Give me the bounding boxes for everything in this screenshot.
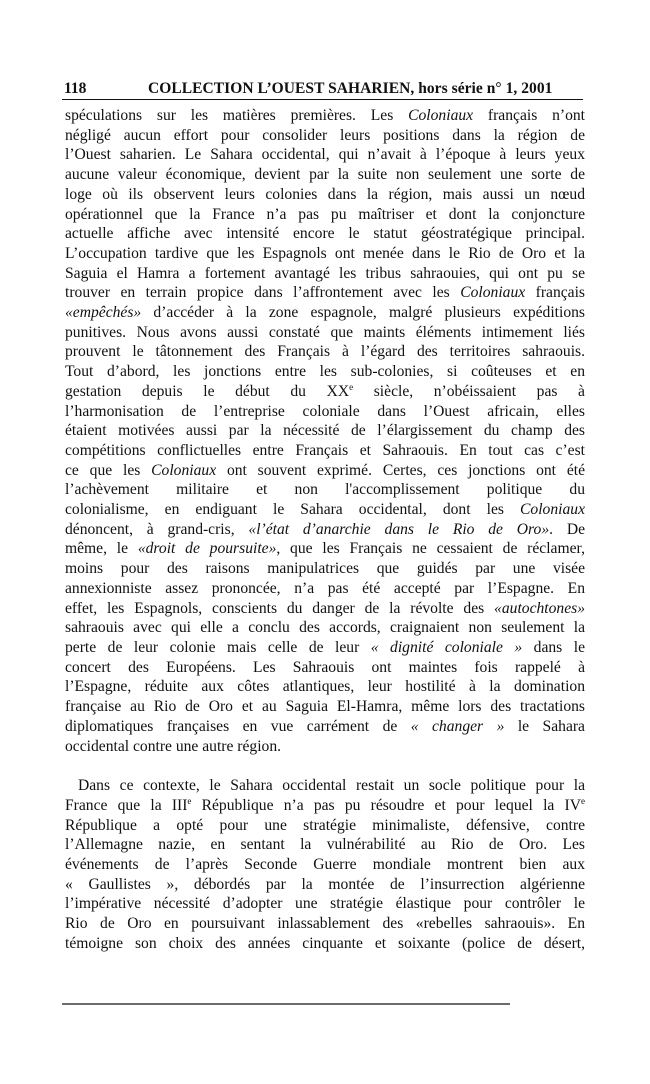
text-run: l’Allemagne nazie, en sentant la vulnérabilité au Rio de Oro. Les [65, 836, 585, 854]
text-run: ce que les [65, 461, 152, 479]
text-run: annexionniste assez prononcée, n’a pas été accepté par l’Espagne. En [65, 579, 585, 597]
text-run: actuelle affiche avec intensité encore le statut géostratégique principal. [65, 225, 585, 243]
text-run: l’achèvement militaire et non l'accomplissement politique du [65, 481, 585, 499]
italic-text: « dignité coloniale » [370, 638, 523, 656]
text-run: L’occupation tardive que les Espagnols ont menée dans le Rio de Oro et la [65, 244, 585, 262]
text-run: étaient motivées aussi par la nécessité de l’élargissement du champ des [65, 422, 585, 440]
text-run: Rio de Oro en poursuivant inlassablement des «rebelles sahraouis». En [65, 915, 585, 933]
text-line [65, 165, 585, 185]
text-run: . De [549, 520, 585, 538]
italic-text: «autochtones» [494, 599, 585, 617]
superscript: e [349, 381, 354, 392]
text-run: le Sahara [504, 717, 585, 735]
superscript: e [187, 795, 192, 806]
text-run: l’Ouest saharien. Le Sahara occidental, qui n’avait à l’époque à leurs yeux [65, 146, 585, 164]
text-line [65, 855, 585, 875]
text-run: diplomatiques françaises en vue carrément de [65, 717, 411, 735]
text-run: dans le [522, 638, 585, 656]
text-run: trouver en terrain propice dans l’affrontement avec les [65, 284, 461, 302]
italic-text: Coloniaux [520, 501, 585, 519]
text-line [65, 816, 585, 836]
text-line [65, 402, 585, 422]
header-title [148, 80, 552, 97]
text-line [65, 579, 585, 599]
text-line [65, 461, 585, 481]
text-run: République n’a pas pu résoudre et pour lequel la IV [191, 796, 581, 814]
text-line [65, 697, 585, 717]
text-line [65, 480, 585, 500]
text-line [65, 323, 585, 343]
text-line [65, 539, 585, 559]
text-run: « Gaullistes », débordés par la montée de l’insurrection algérienne [65, 875, 585, 893]
text-run: opérationnel que la France n’a pas pu maîtriser et dont la conjoncture [65, 205, 585, 223]
series-info: hors série n° 1, 2001 [414, 80, 553, 97]
superscript: e [581, 795, 585, 806]
text-line [65, 835, 585, 855]
text-run: français n’ont [473, 107, 585, 124]
text-line [65, 342, 585, 362]
text-line [65, 382, 585, 402]
text-run: l’harmonisation de l’entreprise coloniale dans l’Ouest africain, elles [65, 402, 585, 420]
text-run: témoigne son choix des années cinquante et soixante (police de désert, [65, 934, 585, 952]
text-run: compétitions conflictuelles entre Français et Sahraouis. En tout cas c’est [65, 441, 585, 459]
text-line [65, 421, 585, 441]
text-line [65, 796, 585, 816]
text-run: punitives. Nous avons aussi constaté que maints éléments intimement liés [65, 323, 585, 341]
text-line [65, 520, 585, 540]
text-line [65, 914, 585, 934]
italic-text: «droit de poursuite» [137, 540, 277, 558]
text-line [65, 362, 585, 382]
text-run: Saguia el Hamra a fortement avantagé les tribus sahraouies, qui ont pu se [65, 264, 585, 282]
text-line [65, 283, 585, 303]
text-line [65, 934, 585, 954]
footer-rule [62, 1003, 510, 1005]
text-line [65, 677, 585, 697]
italic-text: «empêchés» [65, 304, 142, 322]
text-line [65, 441, 585, 461]
text-run: République a opté pour une stratégie minimaliste, défensive, contre [65, 816, 585, 834]
text-line [65, 737, 585, 757]
text-run: ont souvent exprimé. Certes, ces jonctions ont été [216, 461, 586, 479]
text-run: aucune valeur économique, devient par la suite non seulement une sorte de [65, 166, 585, 184]
collection-title: COLLECTION L’OUEST SAHARIEN, [148, 80, 415, 97]
text-run: occidental contre une autre région. [65, 737, 282, 755]
text-run: même, le [65, 540, 138, 558]
text-line [65, 303, 585, 323]
text-line [65, 717, 585, 737]
text-run: concert des Européens. Les Sahraouis ont maintes fois rappelé à [65, 658, 585, 676]
text-line [65, 638, 585, 658]
text-run: France que la III [65, 796, 188, 814]
paragraph [65, 106, 585, 756]
body-text [65, 106, 585, 954]
text-line [65, 145, 585, 165]
text-run: français [525, 284, 586, 302]
page-number: 118 [64, 80, 87, 97]
text-run: dénoncent, à grand-cris, [65, 520, 249, 538]
text-line [65, 658, 585, 678]
italic-text: Coloniaux [460, 284, 526, 302]
text-run: d’accéder à la zone espagnole, malgré plusieurs expéditions [141, 304, 585, 322]
text-run: effet, les Espagnols, conscients du danger de la révolte des [65, 599, 495, 617]
text-line [65, 185, 585, 205]
text-line [65, 106, 585, 126]
text-line [65, 776, 585, 796]
text-run: sahraouis avec qui elle a conclu des accords, craignaient non seulement la [65, 619, 585, 637]
text-run: événements de l’après Seconde Guerre mondiale montrent bien aux [65, 856, 585, 874]
paragraph-gap [65, 756, 585, 776]
text-run: perte de leur colonie mais celle de leur [65, 638, 371, 656]
paragraph [65, 776, 585, 953]
text-run: moins pour des raisons manipulatrices que guidés par une visée [65, 560, 585, 578]
text-line [65, 599, 585, 619]
italic-text: Coloniaux [408, 107, 474, 124]
text-line [65, 244, 585, 264]
text-run: Tout d’abord, les jonctions entre les sub-colonies, si coûteuses et en [65, 363, 585, 381]
text-run: gestation depuis le début du XX [65, 382, 350, 400]
text-run: , que les Français ne cessaient de réclamer, [276, 540, 585, 558]
text-run: française au Rio de Oro et au Saguia El-Hamra, même lors des tractations [65, 698, 585, 716]
italic-text: Coloniaux [151, 461, 217, 479]
text-line [65, 224, 585, 244]
text-run: l’Espagne, réduite aux côtes atlantiques, leur hostilité à la domination [65, 678, 585, 696]
text-line [65, 894, 585, 914]
text-line [65, 559, 585, 579]
text-line [65, 500, 585, 520]
text-line [65, 126, 585, 146]
text-run: loge où ils observent leurs colonies dans la région, mais aussi un nœud [65, 185, 585, 203]
running-header [62, 80, 583, 100]
text-run: Dans ce contexte, le Sahara occidental restait un socle politique pour la [78, 777, 585, 795]
text-run: siècle, n’obéissaient pas à [353, 382, 585, 400]
text-run: prouvent le tâtonnement des Français à l’égard des territoires sahraouis. [65, 343, 585, 361]
text-line [65, 875, 585, 895]
text-line [65, 205, 585, 225]
text-run: colonialisme, en endiguant le Sahara occidental, dont les [65, 501, 521, 519]
text-run: l’impérative nécessité d’adopter une stratégie élastique pour contrôler le [65, 895, 585, 913]
text-run: spéculations sur les matières premières. Les [65, 107, 409, 124]
italic-text: « changer » [410, 717, 505, 735]
italic-text: «l’état d’anarchie dans le Rio de Oro» [248, 520, 550, 538]
text-line [65, 618, 585, 638]
text-run: négligé aucun effort pour consolider leurs positions dans la région de [65, 126, 585, 144]
text-line [65, 264, 585, 284]
